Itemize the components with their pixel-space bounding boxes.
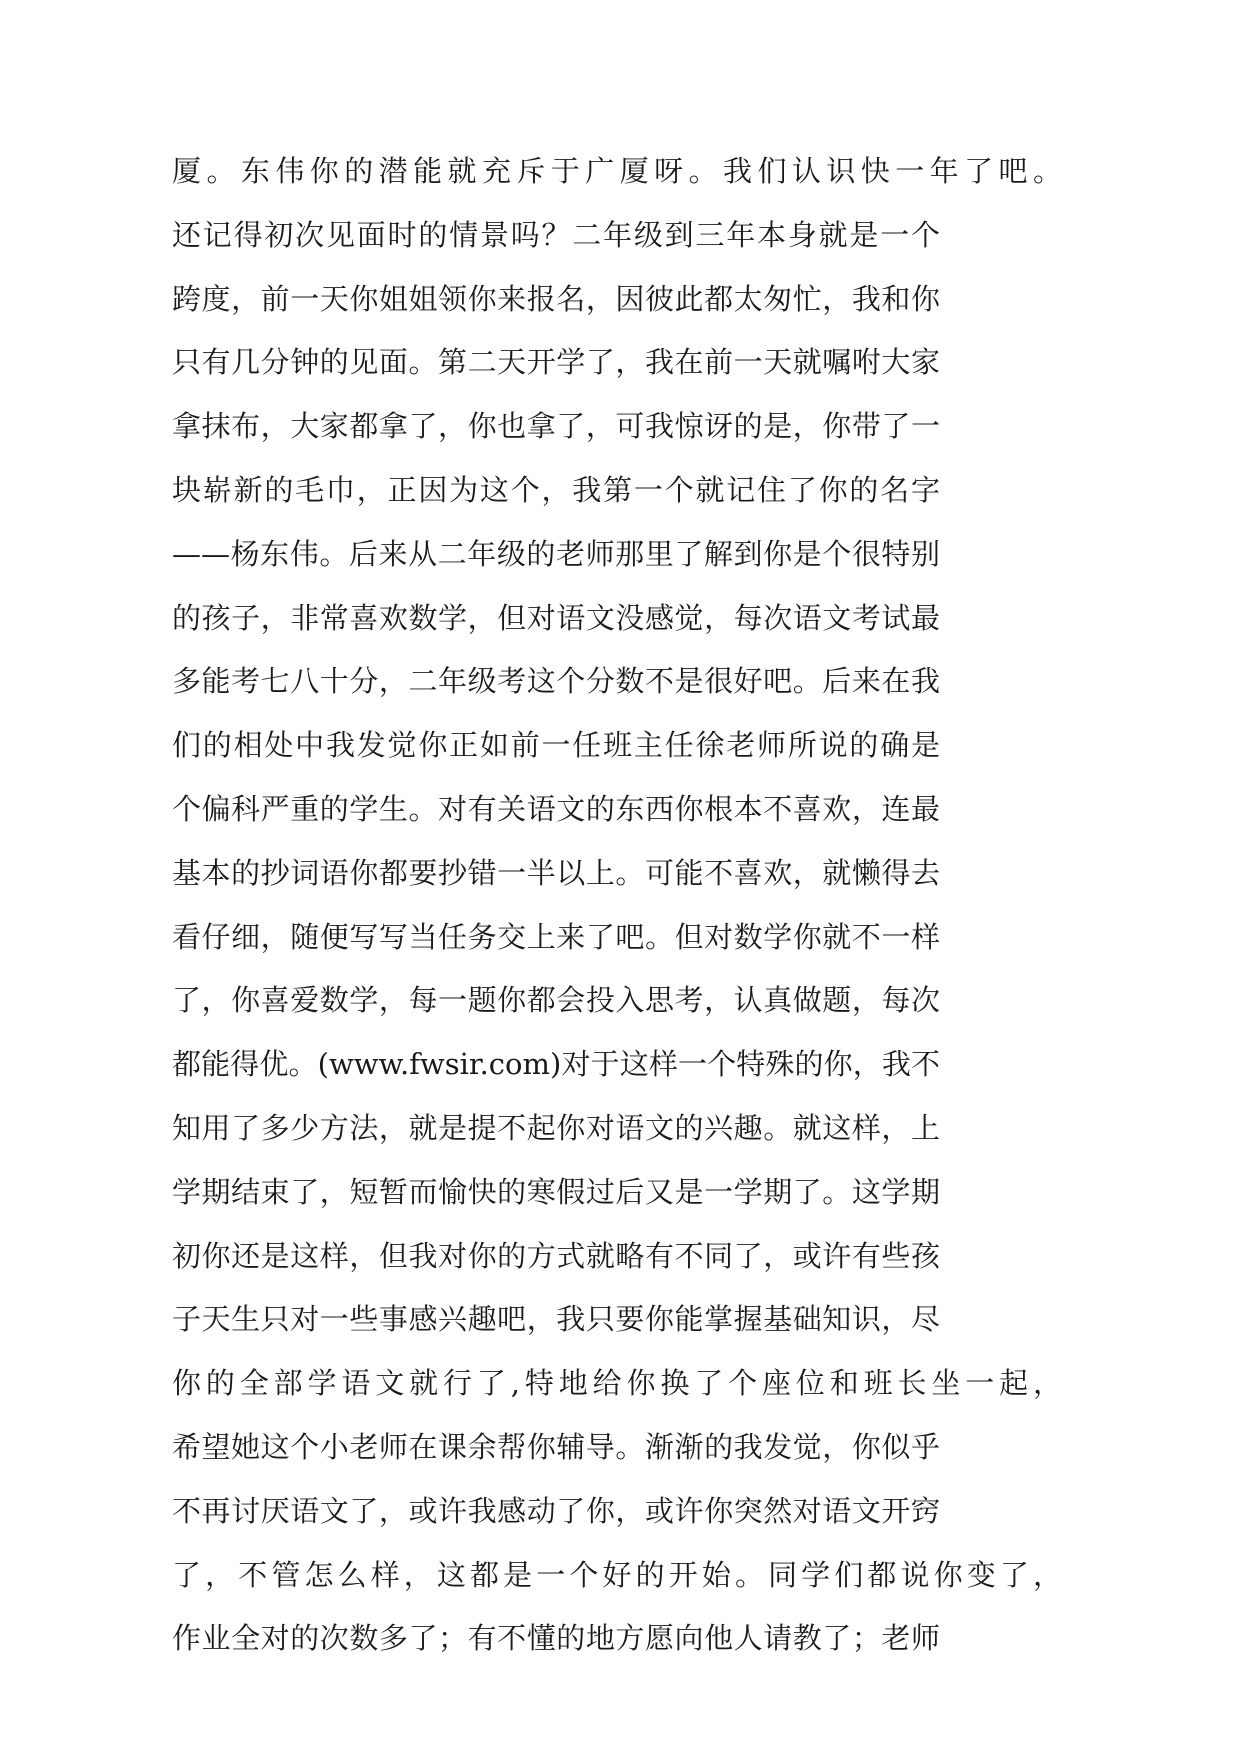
document-body <box>172 140 1072 1671</box>
text-line: 希望她这个小老师在课余帮你辅导。渐渐的我发觉，你似乎 <box>172 1429 940 1464</box>
text-line: 跨度，前一天你姐姐领你来报名，因彼此都太匆忙，我和你 <box>172 281 940 316</box>
text-line: 了，你喜爱数学，每一题你都会投入思考，认真做题，每次 <box>172 983 940 1018</box>
text-line: 们的相处中我发觉你正如前一任班主任徐老师所说的确是 <box>172 728 940 763</box>
text-line: 初你还是这样，但我对你的方式就略有不同了，或许有些孩 <box>172 1238 940 1273</box>
text-line: 多能考七八十分，二年级考这个分数不是很好吧。后来在我 <box>172 664 940 699</box>
text-line: 都能得优。(www.fwsir.com)对于这样一个特殊的你，我不 <box>172 1047 940 1082</box>
text-line: 学期结束了，短暂而愉快的寒假过后又是一学期了。这学期 <box>172 1174 940 1209</box>
text-line: 个偏科严重的学生。对有关语文的东西你根本不喜欢，连最 <box>172 791 940 826</box>
text-line: 块崭新的毛巾，正因为这个，我第一个就记住了你的名字 <box>172 472 940 507</box>
text-line: 子天生只对一些事感兴趣吧，我只要你能掌握基础知识，尽 <box>172 1302 940 1337</box>
text-line: ——杨东伟。后来从二年级的老师那里了解到你是个很特别 <box>172 536 940 571</box>
text-line: 你的全部学语文就行了,特地给你换了个座位和班长坐一起， <box>172 1366 1062 1401</box>
text-line: 只有几分钟的见面。第二天开学了，我在前一天就嘱咐大家 <box>172 345 940 380</box>
text-line: 厦。东伟你的潜能就充斥于广厦呀。我们认识快一年了吧。 <box>172 154 1062 188</box>
text-line: 还记得初次见面时的情景吗？二年级到三年本身就是一个 <box>172 217 940 252</box>
text-line: 知用了多少方法，就是提不起你对语文的兴趣。就这样，上 <box>172 1110 940 1145</box>
text-line: 作业全对的次数多了；有不懂的地方愿向他人请教了；老师 <box>172 1621 940 1656</box>
text-line: 拿抹布，大家都拿了，你也拿了，可我惊讶的是，你带了一 <box>172 409 940 444</box>
text-line: 的孩子，非常喜欢数学，但对语文没感觉，每次语文考试最 <box>172 600 940 635</box>
text-line: 看仔细，随便写写当任务交上来了吧。但对数学你就不一样 <box>172 919 940 954</box>
text-line: 了，不管怎么样，这都是一个好的开始。同学们都说你变了， <box>172 1557 1062 1592</box>
text-line: 不再讨厌语文了，或许我感动了你，或许你突然对语文开窍 <box>172 1493 940 1528</box>
text-line: 基本的抄词语你都要抄错一半以上。可能不喜欢，就懒得去 <box>172 855 940 890</box>
